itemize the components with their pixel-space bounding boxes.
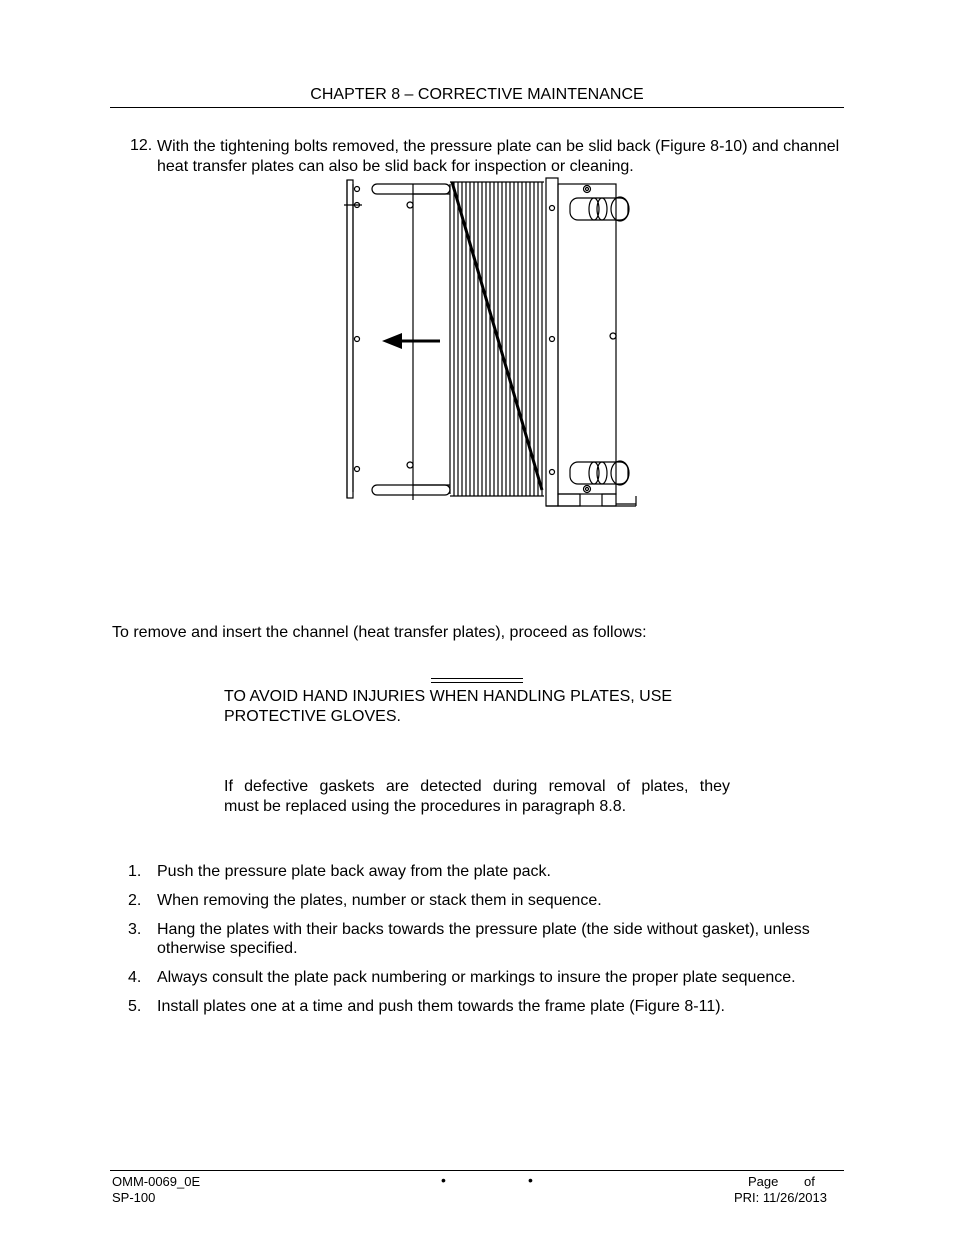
list-item [128, 997, 848, 1016]
top-nozzle [570, 197, 629, 221]
bottom-nozzle [570, 461, 629, 485]
note-text [224, 777, 730, 817]
step-number: 1. [128, 863, 142, 880]
caution-text: TO AVOID HAND INJURIES WHEN HANDLING PLATES, USE PROTECTIVE GLOVES. [224, 688, 673, 725]
step-12-number: 12. [130, 137, 153, 154]
plate-pack [450, 182, 544, 496]
frame-plate [546, 178, 636, 506]
footer-of-label: of [804, 1174, 815, 1189]
footer-date: PRI: 11/26/2013 [734, 1190, 827, 1205]
step-number: 3. [128, 921, 142, 938]
footer-bullet-1: • [441, 1172, 446, 1188]
footer-doc-number: OMM-0069_0E [112, 1174, 201, 1189]
caution-heading-rule [431, 678, 523, 683]
step-text: Always consult the plate pack numbering or markings to insure the proper plate sequence. [157, 969, 796, 986]
step-12-text: With the tightening bolts removed, the pressure plate can be slid back (Figure 8-10) and channel heat transfer plates can also be slid back for inspection or cleaning. [157, 138, 840, 175]
step-text: Install plates one at a time and push them towards the frame plate (Figure 8-11). [157, 998, 725, 1015]
step-text: Push the pressure plate back away from the plate pack. [157, 863, 551, 880]
note-line-1: If defective gaskets are detected during removal of plates, they [224, 778, 730, 795]
list-item [128, 862, 848, 881]
footer-bullet-2: • [528, 1172, 533, 1188]
footer-page-label: Page [748, 1174, 779, 1189]
step-number: 5. [128, 998, 142, 1015]
direction-arrow [382, 333, 440, 349]
list-item [128, 968, 848, 987]
procedure-steps [128, 862, 848, 1026]
footer-rule [110, 1170, 844, 1171]
list-item [128, 891, 848, 910]
step-number: 4. [128, 969, 142, 986]
heat-exchanger-figure [330, 172, 650, 512]
list-item [128, 920, 848, 958]
procedure-intro: To remove and insert the channel (heat transfer plates), proceed as follows: [112, 624, 647, 641]
footer-model: SP-100 [112, 1190, 156, 1205]
header-rule [110, 107, 844, 108]
step-number: 2. [128, 892, 142, 909]
step-text: When removing the plates, number or stack them in sequence. [157, 892, 602, 909]
chapter-header: CHAPTER 8 – CORRECTIVE MAINTENANCE [310, 86, 644, 103]
note-line-2: must be replaced using the procedures in paragraph 8.8. [224, 798, 627, 815]
step-text: Hang the plates with their backs towards the pressure plate (the side without gasket), unless otherwise specified. [157, 921, 810, 957]
